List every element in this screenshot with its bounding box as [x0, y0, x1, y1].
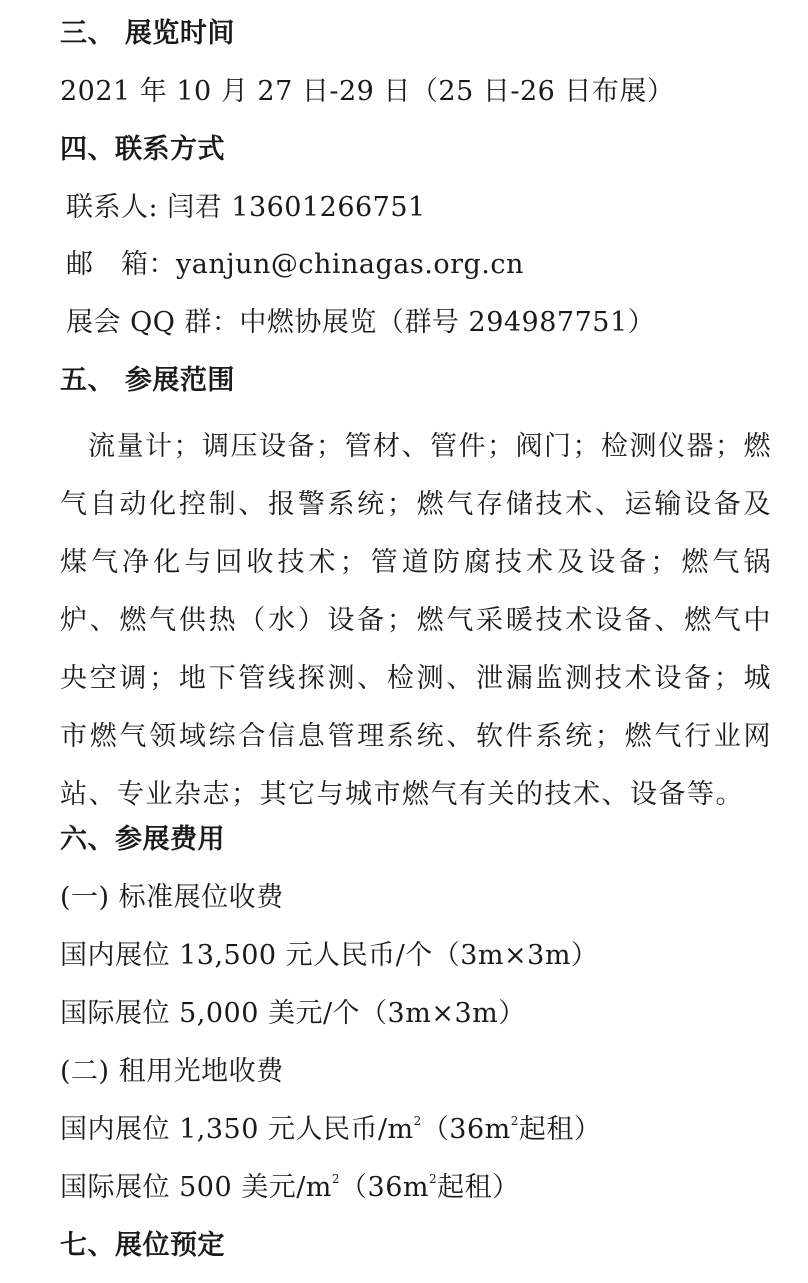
domestic-standard-booth-fee: 国内展位 13,500 元人民币/个（3m×3m）: [60, 940, 599, 971]
superscript: 2: [429, 1172, 438, 1186]
domestic-raw-space-fee-end: 起租）: [518, 1114, 602, 1145]
standard-booth-subtitle: (一) 标准展位收费: [60, 882, 284, 913]
superscript: 2: [413, 1114, 422, 1128]
section-5-title: 五、 参展范围: [60, 365, 235, 396]
international-raw-space-fee-end: 起租）: [437, 1172, 520, 1203]
international-raw-space-fee: [60, 1168, 520, 1208]
superscript: 2: [510, 1114, 519, 1128]
domestic-raw-space-fee-price: 国内展位 1,350 元人民币/m: [60, 1114, 414, 1145]
section-3-title: 三、 展览时间: [60, 18, 235, 49]
domestic-raw-space-fee: [60, 1110, 601, 1150]
section-7-title: 七、展位预定: [60, 1230, 225, 1261]
section-6-title: 六、参展费用: [60, 824, 225, 855]
international-standard-booth-fee: 国际展位 5,000 美元/个（3m×3m）: [60, 998, 526, 1029]
international-raw-space-fee-price: 国际展位 500 美元/m: [60, 1172, 332, 1203]
domestic-raw-space-fee-min: （36m: [421, 1114, 511, 1145]
exhibition-dates: 2021 年 10 月 27 日-29 日（25 日-26 日布展）: [60, 76, 675, 107]
superscript: 2: [331, 1172, 341, 1186]
section-4-title: 四、联系方式: [60, 134, 225, 165]
contact-qq-group: 展会 QQ 群：中燃协展览（群号 294987751）: [66, 307, 656, 338]
contact-email: 邮 箱：yanjun@chinagas.org.cn: [66, 249, 524, 280]
contact-person: 联系人: 闫君 13601266751: [66, 192, 426, 223]
raw-space-subtitle: (二) 租用光地收费: [60, 1056, 284, 1087]
exhibit-scope-paragraph: 流量计；调压设备；管材、管件；阀门；检测仪器；燃气自动化控制、报警系统；燃气存储技术、运输设备及煤气净化与回收技术；管道防腐技术及设备；燃气锅炉、燃气供热（水）设备；燃气采暖技术设备、燃气中央空调；地下管线探测、检测、泄漏监测技术设备；城市燃气领域综合信息管理系统、软件系统；燃气行业网站、专业杂志；其它与城市燃气有关的技术、设备等。: [60, 431, 772, 810]
international-raw-space-fee-min: （36m: [340, 1172, 430, 1203]
